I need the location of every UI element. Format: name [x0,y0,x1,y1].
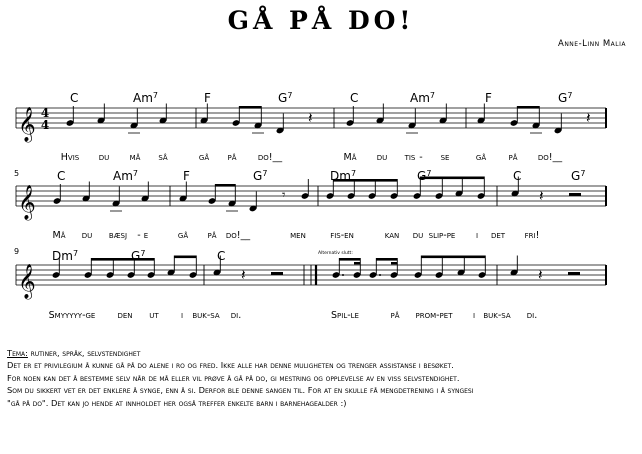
chord-symbol [70,91,78,105]
lyric-syllable: men [290,230,306,241]
chord-root: C [57,169,66,183]
chord-root: G [417,169,427,183]
quarter-rest: 𝄽 [308,109,313,127]
chord-extension: 7 [580,169,586,178]
lyric-syllable: Må [52,230,66,241]
lyric-syllable: - [137,230,141,241]
lyric-syllable: du [81,230,93,241]
chord-root: Am [113,169,133,183]
lyric-syllable: di. [230,310,242,321]
lyric-syllable: Hvis [60,152,80,163]
lyric-syllable: kan [384,230,400,241]
lyric-syllable: slip-pe [428,230,456,241]
chord-root: G [571,169,581,183]
beam [339,258,360,261]
lyric-syllable: så [158,152,168,163]
chord-symbol [417,169,431,183]
lyric-syllable: du [376,152,388,163]
chord-symbol [57,169,65,183]
treble-clef: 𝄞 [18,185,36,220]
lyric-syllable: fri! [524,230,540,241]
lyric-syllable: Må [343,152,357,163]
lyric-syllable: - [419,152,423,163]
time-signature-top: 4 [40,106,50,120]
treble-clef: 𝄞 [18,107,36,142]
chord-extension: 7 [567,91,573,100]
composer-name: Anne-Linn Malia [558,39,626,49]
chord-symbol [571,169,585,183]
chord-symbol [133,91,158,105]
lyric-syllable: på [390,310,400,321]
beam [421,256,485,259]
chord-symbol [485,91,492,105]
chord-extension: 7 [426,169,432,178]
chord-symbol [183,169,190,183]
chord-root: Am [133,91,153,105]
chord-root: C [70,91,79,105]
lyric-syllable: gå [475,152,487,163]
chord-extension: 7 [140,249,146,258]
chord-root: F [204,91,211,105]
chord-symbol [350,91,358,105]
lyric-syllable: på [227,152,237,163]
lyric-syllable: Smyyyyy-ge [48,310,96,321]
beam [174,256,196,259]
chord-extension: 7 [287,91,293,100]
chord-root: Dm [330,169,351,183]
quarter-rest: 𝄽 [538,266,543,284]
lyric-syllable: prom-pet [415,310,453,321]
beam-partial [354,262,360,264]
lyric-syllable: buk-sa [192,310,220,321]
lyric-syllable: e [143,230,149,241]
chord-root: C [217,249,226,263]
theme-text: rutiner, språk, selvstendighet [30,348,141,358]
chord-symbol [278,91,292,105]
note-line: Det er et privilegium å kunne gå på do alene i ro og fred. Ikke alle har denne muligheten og trenger assistanse i besøket. [7,360,454,371]
chord-extension: 7 [152,91,158,100]
chord-symbol [513,169,521,183]
time-signature-bottom: 4 [40,118,50,132]
chord-symbol [131,249,145,263]
lyric-syllable: på [508,152,518,163]
lyric-syllable: do!__ [537,152,563,163]
beam [376,258,397,261]
measure-number: 5 [14,169,20,178]
half-rest [569,193,581,196]
lyric-syllable: se [440,152,450,163]
lyric-syllable: do!__ [257,152,283,163]
lyric-syllable: i [475,230,479,241]
lyric-syllable: du [98,152,110,163]
chord-root: G [253,169,263,183]
dot [379,274,381,276]
lyric-syllable: do!__ [225,230,251,241]
quarter-rest: 𝄽 [539,187,544,205]
treble-clef: 𝄞 [18,264,36,299]
measure-number: 9 [14,247,20,256]
chord-extension: 7 [350,169,357,178]
lyric-syllable: du [412,230,424,241]
half-rest [568,272,580,275]
lyric-syllable: i [180,310,184,321]
eighth-rest: 𝄾 [282,188,286,203]
beam-partial [391,262,397,264]
chord-root: Dm [52,249,73,263]
chord-symbol [253,169,267,183]
lyric-syllable: det [490,230,506,241]
theme-label: Tema: [7,348,28,358]
lyric-syllable: di. [526,310,538,321]
half-rest [271,272,283,275]
lyric-syllable: Spil-le [331,310,359,321]
chord-extension: 7 [429,91,435,100]
chord-extension: 7 [262,169,268,178]
chord-symbol [410,91,435,105]
chord-symbol [52,249,78,263]
lyric-syllable: ut [149,310,159,321]
chord-root: C [350,91,359,105]
lyric-syllable: bæsj [108,230,128,241]
lyric-syllable: tis [404,152,416,163]
chord-root: G [558,91,568,105]
chord-root: F [183,169,190,183]
chord-symbol [558,91,572,105]
note-line: For noen kan det å bestemme selv når de må eller vil prøve å gå på do, gi mestring og opplevelse av en viss selvstendighet. [7,372,460,383]
lyric-syllable: den [117,310,133,321]
chord-root: F [485,91,492,105]
beam [517,106,539,109]
chord-root: G [278,91,288,105]
song-title: GÅ PÅ DO! [227,6,415,35]
lyric-syllable: gå [177,230,189,241]
dot [342,274,344,276]
chord-symbol [204,91,211,105]
theme-line [7,347,635,359]
beam [215,184,235,187]
beam [239,106,261,109]
song-notes [7,347,635,409]
lyric-syllable: buk-sa [483,310,511,321]
chord-extension: 7 [132,169,138,178]
alternative-label: Alternativ slutt: [318,251,353,256]
beam [91,258,154,261]
quarter-rest: 𝄽 [586,109,591,127]
quarter-rest: 𝄽 [241,266,246,284]
chord-symbol [217,249,225,263]
lyric-syllable: i [472,310,476,321]
lyric-syllable: på [207,230,217,241]
chord-symbol [113,169,138,183]
lyric-syllable: fis-en [330,230,354,241]
lyric-syllable: gå [198,152,210,163]
chord-root: Am [410,91,430,105]
note-line: Som du sikkert vet er det enklere å synge, enn å si. Derfor ble denne sangen til. For at en skulle få mengdetrening i å syngesi [7,385,474,396]
note-line: "gå på do". Det kan jo hende at innholdet her også treffer enkelte barn i barnehagealder :) [7,397,347,408]
chord-extension: 7 [72,249,79,258]
lyric-syllable: må [129,152,141,163]
chord-root: G [131,249,141,263]
chord-root: C [513,169,522,183]
